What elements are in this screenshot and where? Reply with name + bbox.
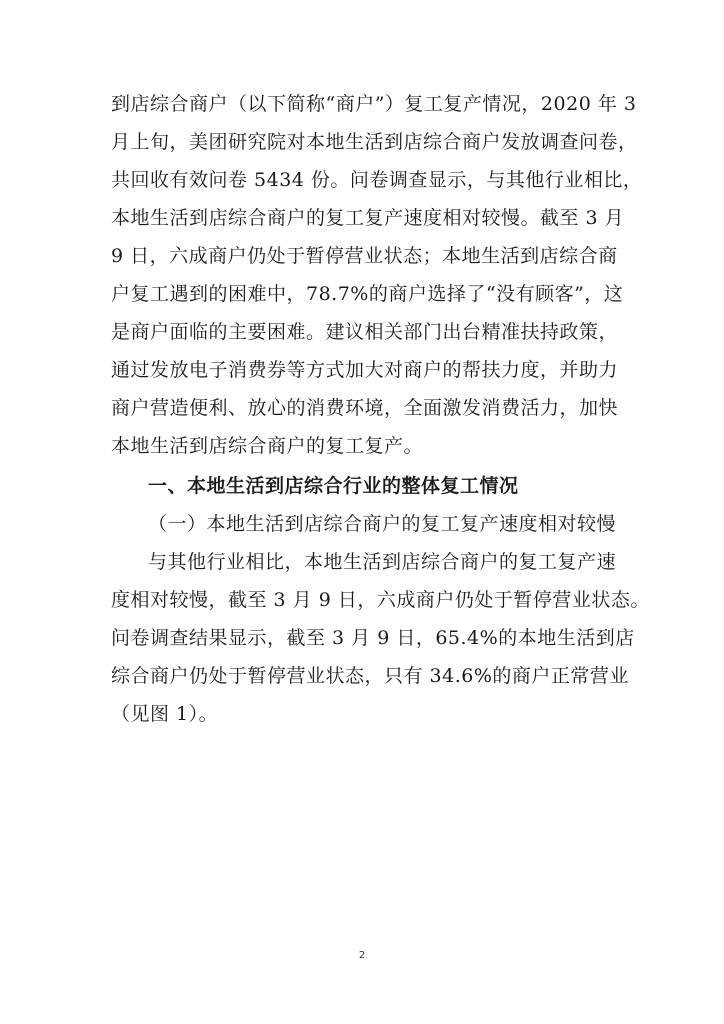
- subsection-heading: （一）本地生活到店综合商户的复工复产速度相对较慢: [148, 513, 617, 535]
- paragraph-1-line-8: 通过发放电子消费券等方式加大对商户的帮扶力度，并助力: [111, 359, 619, 381]
- paragraph-1-line-1: 到店综合商户（以下简称“商户”）复工复产情况，2020 年 3: [111, 93, 637, 115]
- page-number: 2: [358, 950, 366, 961]
- paragraph-1-line-5: 9 日，六成商户仍处于暂停营业状态；本地生活到店综合商: [111, 245, 618, 267]
- paragraph-2-line-5: （见图 1）。: [111, 703, 219, 725]
- section-heading: 一、本地生活到店综合行业的整体复工情况: [148, 475, 519, 497]
- paragraph-1-line-3: 共回收有效问卷 5434 份。问卷调查显示，与其他行业相比，: [111, 169, 643, 191]
- paragraph-1-line-9: 商户营造便利、放心的消费环境，全面激发消费活力，加快: [111, 397, 619, 419]
- paragraph-2-line-1: 与其他行业相比，本地生活到店综合商户的复工复产速: [148, 551, 617, 573]
- paragraph-1-line-2: 月上旬，美团研究院对本地生活到店综合商户发放调查问卷，: [111, 131, 638, 153]
- paragraph-1-line-6: 户复工遇到的困难中，78.7%的商户选择了“没有顾客”，这: [111, 283, 624, 305]
- paragraph-2-line-3: 问卷调查结果显示，截至 3 月 9 日，65.4%的本地生活到店: [111, 627, 635, 649]
- paragraph-1-line-7: 是商户面临的主要困难。建议相关部门出台精准扶持政策，: [111, 321, 619, 343]
- paragraph-2-line-2: 度相对较慢，截至 3 月 9 日，六成商户仍处于暂停营业状态。: [111, 589, 650, 611]
- paragraph-2-line-4: 综合商户仍处于暂停营业状态，只有 34.6%的商户正常营业: [111, 665, 629, 687]
- paragraph-1-line-4: 本地生活到店综合商户的复工复产速度相对较慢。截至 3 月: [111, 207, 625, 229]
- paragraph-1-line-10: 本地生活到店综合商户的复工复产。: [111, 435, 424, 457]
